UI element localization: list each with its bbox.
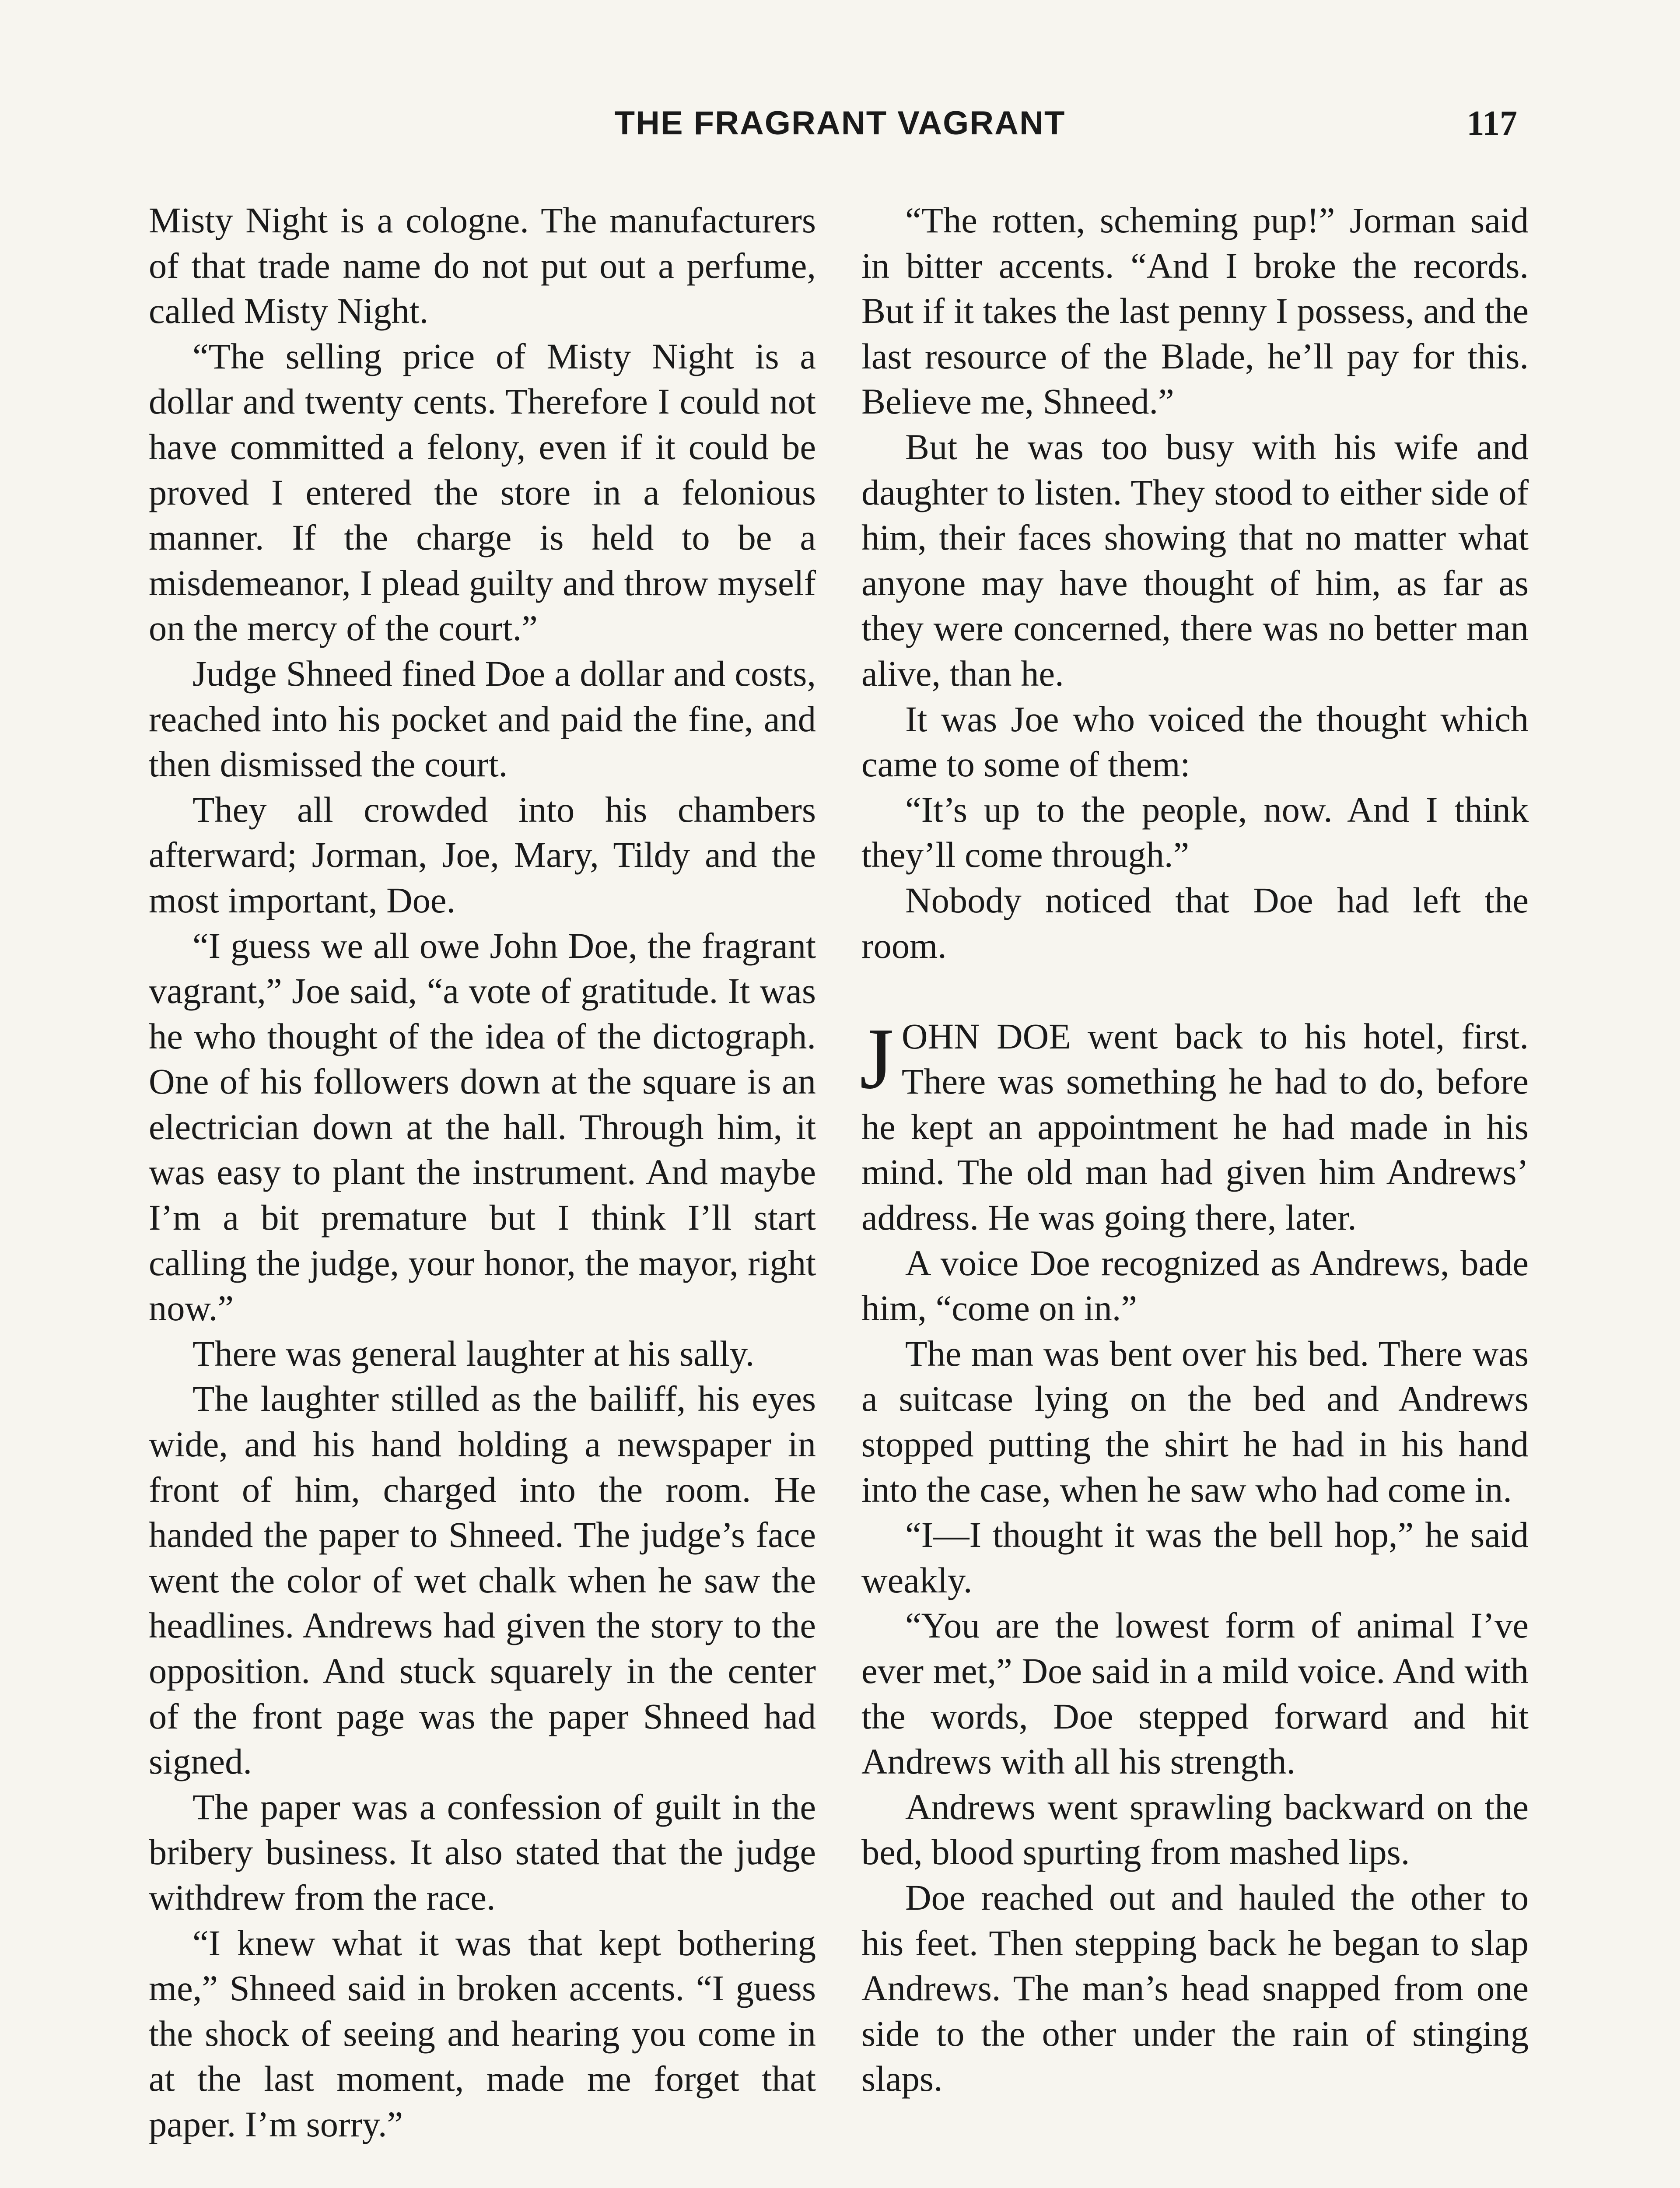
paragraph: The paper was a confession of guilt in the bribery business. It also stated that the judge withdrew from the race. bbox=[149, 1786, 816, 1918]
section-break bbox=[861, 968, 1529, 1014]
section-opening-paragraph bbox=[860, 1010, 1529, 1241]
paragraph: Nobody noticed that Doe had left the room. bbox=[861, 880, 1529, 966]
paragraph: The man was bent over his bed. There was a suitcase lying on the bed and Andrews stopped putting the shirt he had in his hand into the case, when he saw who had come in. bbox=[861, 1333, 1529, 1510]
right-column-top bbox=[861, 198, 1529, 968]
paragraph: The laughter stilled as the bailiff, his eyes wide, and his hand holding a newspaper in front of him, charged into the room. He handed the paper to Shneed. The judge’s face went the color of wet chalk when he saw the headlines. Andrews had given the story to the opposition. And stuck squarely in the center of the front page was the paper Shneed had signed. bbox=[149, 1378, 816, 1782]
paragraph: “The selling price of Misty Night is a dollar and twenty cents. Therefore I could not have committed a felony, even if it could be proved I entered the store in a felonious manner. If the charge is held to be a misdemeanor, I plead guilty and throw myself on the mercy of the court.” bbox=[149, 336, 816, 649]
paragraph: It was Joe who voiced the thought which came to some of them: bbox=[861, 698, 1529, 785]
paragraph: A voice Doe recognized as Andrews, bade him, “come on in.” bbox=[861, 1242, 1529, 1329]
paragraph: There was general laughter at his sally. bbox=[192, 1333, 755, 1374]
paragraph: “I—I thought it was the bell hop,” he said weakly. bbox=[861, 1515, 1529, 1600]
paragraph: “It’s up to the people, now. And I think they’ll come through.” bbox=[861, 789, 1529, 875]
paragraph: Misty Night is a cologne. The manufacturers of that trade name do not put out a perfume, called Misty Night. bbox=[149, 200, 816, 331]
paragraph: They all crowded into his chambers afterward; Jorman, Joe, Mary, Tildy and the most important, Doe. bbox=[149, 789, 816, 920]
left-column bbox=[149, 198, 816, 2147]
section-opening-text: OHN DOE went back to his hotel, first. There was something he had to do, before he kept an appointment he had made in his mind. The old man had given him Andrews’ address. He was going there, later. bbox=[861, 1016, 1529, 1238]
paragraph: “The rotten, scheming pup!” Jorman said in bitter accents. “And I broke the records. But if it takes the last penny I possess, and the last resource of the Blade, he’ll pay for this. Believe me, Shneed.” bbox=[861, 200, 1529, 422]
right-column bbox=[861, 198, 1529, 2102]
page-title: THE FRAGRANT VAGRANT bbox=[614, 105, 1066, 142]
paragraph: Judge Shneed fined Doe a dollar and costs, reached into his pocket and paid the fine, and then dismissed the court. bbox=[149, 653, 816, 785]
drop-cap: J bbox=[860, 1010, 894, 1107]
paragraph: But he was too busy with his wife and daughter to listen. They stood to either side of him, their faces showing that no matter what anyone may have thought of him, as far as they were concerned, there was no better man alive, than he. bbox=[861, 426, 1529, 694]
paragraph: Andrews went sprawling backward on the bed, blood spurting from mashed lips. bbox=[861, 1786, 1529, 1872]
paragraph: “I guess we all owe John Doe, the fragrant vagrant,” Joe said, “a vote of gratitude. It was he who thought of the idea of the dictograph. One of his followers down at the square is an electrician down at the hall. Through him, it was easy to plant the instrument. And maybe I’m a bit premature but I think I’ll start calling the judge, your honor, the mayor, right now.” bbox=[149, 925, 816, 1329]
paragraph: Doe reached out and hauled the other to his feet. Then stepping back he began to slap Andrews. The man’s head snapped from one side to the other under the rain of stinging slaps. bbox=[861, 1877, 1529, 2099]
page-number: 117 bbox=[1466, 104, 1517, 143]
right-column-section bbox=[861, 1241, 1529, 2102]
page-header bbox=[0, 102, 1680, 145]
paragraph: “You are the lowest form of animal I’ve ever met,” Doe said in a mild voice. And with the words, Doe stepped forward and hit Andrews with all his strength. bbox=[861, 1605, 1529, 1782]
paragraph: “I knew what it was that kept bothering me,” Shneed said in broken accents. “I guess the shock of seeing and hearing you come in at the last moment, made me forget that paper. I’m sorry.” bbox=[149, 1922, 816, 2144]
